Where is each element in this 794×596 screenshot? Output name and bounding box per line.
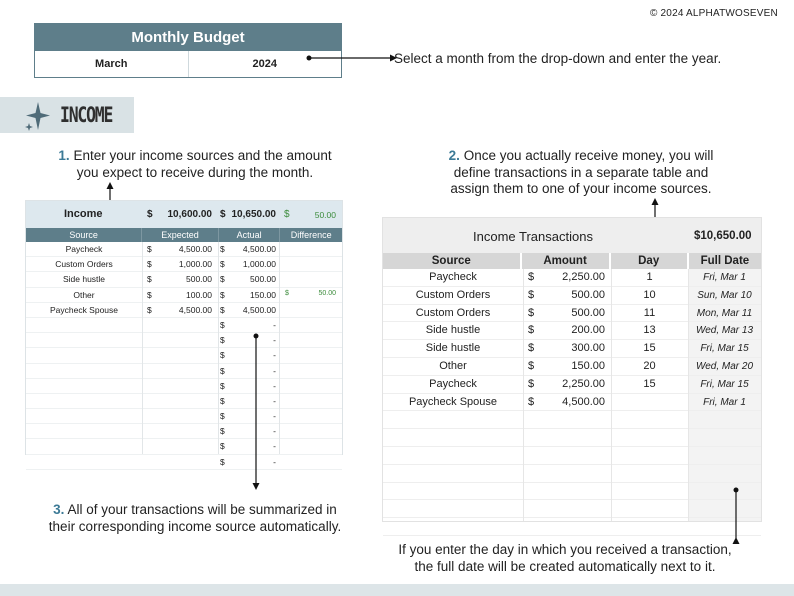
currency-symbol: $ bbox=[285, 289, 289, 297]
currency-symbol: $ bbox=[147, 244, 152, 254]
income-expected[interactable]: 500.00 bbox=[186, 274, 212, 285]
transaction-amount[interactable]: 500.00 bbox=[571, 306, 605, 319]
transaction-day[interactable]: 1 bbox=[646, 271, 653, 283]
currency-symbol: $ bbox=[147, 274, 152, 285]
col-actual: Actual bbox=[219, 228, 281, 242]
income-expected[interactable]: 1,000.00 bbox=[178, 259, 212, 270]
step1-note bbox=[25, 148, 365, 181]
transaction-source[interactable]: Custom Orders bbox=[415, 288, 491, 301]
income-actual: - bbox=[273, 380, 276, 391]
transaction-row[interactable] bbox=[383, 287, 761, 305]
transaction-full-date: Sun, Mar 10 bbox=[697, 289, 752, 301]
transaction-row-empty[interactable] bbox=[383, 429, 761, 447]
transaction-day[interactable]: 15 bbox=[643, 377, 656, 390]
footer-line1: If you enter the day in which you received a transaction, bbox=[398, 542, 732, 557]
income-actual: - bbox=[273, 426, 276, 437]
transaction-source[interactable]: Other bbox=[439, 359, 467, 372]
transaction-full-date: Fri, Mar 15 bbox=[700, 343, 749, 355]
income-source[interactable]: Paycheck Spouse bbox=[49, 304, 119, 315]
income-row[interactable] bbox=[26, 394, 342, 409]
income-source[interactable]: Side hustle bbox=[62, 274, 106, 285]
income-row[interactable] bbox=[26, 333, 342, 348]
currency-symbol: $ bbox=[220, 456, 225, 467]
income-actual: 4,500.00 bbox=[242, 244, 276, 254]
total-expected: 10,600.00 bbox=[167, 209, 212, 220]
copyright-text: © 2024 ALPHATWOSEVEN bbox=[650, 8, 778, 19]
transaction-row-empty[interactable] bbox=[383, 447, 761, 465]
transaction-row[interactable] bbox=[383, 269, 761, 287]
income-row[interactable] bbox=[26, 257, 342, 272]
step2-line1: Once you actually receive money, you will bbox=[463, 148, 714, 163]
step2-line3: assign them to one of your income sources. bbox=[450, 181, 712, 196]
income-row[interactable] bbox=[26, 424, 342, 439]
income-column-headers bbox=[26, 228, 342, 242]
step2-line2: define transactions in a separate table and bbox=[453, 164, 709, 180]
col-difference: Difference bbox=[290, 230, 332, 240]
currency-symbol: $ bbox=[528, 271, 535, 283]
transactions-column-headers bbox=[383, 253, 761, 269]
currency-symbol: $ bbox=[528, 342, 535, 355]
transaction-source[interactable]: Paycheck Spouse bbox=[408, 395, 498, 408]
income-actual: - bbox=[273, 456, 276, 467]
transaction-row-empty[interactable] bbox=[383, 518, 761, 536]
total-difference: 50.00 bbox=[314, 210, 336, 220]
income-row[interactable] bbox=[26, 318, 342, 333]
currency-symbol: $ bbox=[528, 306, 535, 319]
transaction-source[interactable]: Side hustle bbox=[425, 324, 481, 337]
currency-symbol: $ bbox=[220, 365, 225, 376]
income-actual: - bbox=[273, 319, 276, 330]
transaction-day[interactable]: 10 bbox=[643, 288, 656, 301]
transaction-amount[interactable]: 500.00 bbox=[571, 288, 605, 301]
income-actual: - bbox=[273, 335, 276, 346]
transaction-day[interactable]: 15 bbox=[643, 342, 656, 355]
col-source: Source bbox=[383, 253, 522, 269]
income-label: Income bbox=[64, 208, 103, 220]
currency-symbol: $ bbox=[220, 426, 225, 437]
currency-symbol: $ bbox=[220, 350, 225, 361]
income-transactions-table bbox=[382, 217, 762, 522]
income-row[interactable] bbox=[26, 455, 342, 470]
currency-symbol: $ bbox=[147, 304, 152, 315]
step1-line1: Enter your income sources and the amount bbox=[73, 148, 332, 163]
currency-symbol: $ bbox=[220, 274, 225, 285]
transaction-full-date: Wed, Mar 13 bbox=[695, 325, 754, 337]
income-expected[interactable]: 4,500.00 bbox=[178, 244, 212, 254]
transaction-row[interactable] bbox=[383, 322, 761, 340]
transaction-row[interactable] bbox=[383, 394, 761, 412]
month-dropdown[interactable]: March bbox=[95, 58, 128, 70]
transaction-amount[interactable]: 2,250.00 bbox=[562, 377, 605, 390]
monthly-budget-title: Monthly Budget bbox=[35, 24, 341, 51]
arrow-up-icon bbox=[730, 486, 742, 544]
step1-line2: you expect to receive during the month. bbox=[76, 164, 314, 180]
footer-line2: the full date will be created automatically next to it. bbox=[414, 558, 716, 574]
transaction-day[interactable]: 11 bbox=[643, 306, 656, 319]
currency-symbol: $ bbox=[220, 289, 225, 300]
transaction-full-date: Wed, Mar 20 bbox=[695, 360, 754, 372]
bottom-band bbox=[0, 584, 794, 596]
step3-line2: their corresponding income source automatically. bbox=[48, 518, 342, 534]
income-actual: 150.00 bbox=[250, 289, 276, 300]
col-expected: Expected bbox=[142, 228, 219, 242]
transactions-total: $10,650.00 bbox=[694, 230, 752, 242]
income-row[interactable] bbox=[26, 379, 342, 394]
income-actual: - bbox=[273, 350, 276, 361]
transaction-row-empty[interactable] bbox=[383, 411, 761, 429]
step2-number: 2. bbox=[448, 148, 460, 163]
currency-symbol: $ bbox=[284, 209, 290, 220]
currency-symbol: $ bbox=[220, 259, 225, 270]
income-actual: - bbox=[273, 395, 276, 406]
col-full-date: Full Date bbox=[700, 255, 750, 267]
year-input[interactable]: 2024 bbox=[188, 51, 342, 77]
transaction-source[interactable]: Side hustle bbox=[425, 342, 481, 355]
col-day: Day bbox=[611, 253, 689, 269]
step2-note bbox=[402, 148, 760, 198]
step1-number: 1. bbox=[58, 148, 70, 163]
currency-symbol: $ bbox=[220, 395, 225, 406]
transaction-full-date: Mon, Mar 11 bbox=[696, 307, 753, 319]
col-amount: Amount bbox=[522, 253, 611, 269]
step3-note bbox=[20, 502, 370, 535]
currency-symbol: $ bbox=[528, 395, 535, 408]
income-row[interactable] bbox=[26, 409, 342, 424]
income-actual: 1,000.00 bbox=[242, 259, 276, 270]
footer-note bbox=[370, 542, 760, 575]
transaction-row[interactable] bbox=[383, 376, 761, 394]
income-actual: - bbox=[273, 441, 276, 452]
transaction-row[interactable] bbox=[383, 305, 761, 323]
transaction-row[interactable] bbox=[383, 340, 761, 358]
step3-line1: All of your transactions will be summarized in bbox=[67, 502, 337, 517]
currency-symbol: $ bbox=[147, 259, 152, 270]
transaction-row[interactable] bbox=[383, 358, 761, 376]
transaction-row-empty[interactable] bbox=[383, 483, 761, 501]
currency-symbol: $ bbox=[528, 359, 535, 372]
income-difference: 50.00 bbox=[318, 289, 336, 297]
transaction-amount[interactable]: 150.00 bbox=[571, 359, 605, 372]
income-expected[interactable]: 100.00 bbox=[186, 289, 212, 300]
sparkle-icon bbox=[24, 100, 52, 132]
transaction-source[interactable]: Custom Orders bbox=[415, 306, 491, 319]
transaction-full-date: Fri, Mar 1 bbox=[703, 272, 746, 283]
income-row[interactable] bbox=[26, 242, 342, 257]
currency-symbol: $ bbox=[220, 441, 225, 452]
income-row[interactable] bbox=[26, 348, 342, 363]
arrow-down-icon bbox=[250, 332, 262, 492]
currency-symbol: $ bbox=[220, 335, 225, 346]
step3-number: 3. bbox=[53, 502, 65, 517]
currency-symbol: $ bbox=[528, 377, 535, 390]
income-expected[interactable]: 4,500.00 bbox=[178, 304, 212, 315]
monthly-budget-card bbox=[34, 23, 342, 78]
transaction-source[interactable]: Paycheck bbox=[429, 377, 477, 390]
currency-symbol: $ bbox=[220, 304, 225, 315]
income-actual: 500.00 bbox=[250, 274, 276, 285]
income-row[interactable] bbox=[26, 288, 342, 303]
income-source[interactable]: Paycheck bbox=[65, 244, 103, 254]
transaction-amount[interactable]: 4,500.00 bbox=[562, 395, 605, 408]
transaction-full-date: Fri, Mar 15 bbox=[700, 378, 749, 390]
income-actual: 4,500.00 bbox=[242, 304, 276, 315]
transaction-row-empty[interactable] bbox=[383, 500, 761, 518]
currency-symbol: $ bbox=[220, 411, 225, 422]
currency-symbol: $ bbox=[220, 209, 226, 220]
income-actual: - bbox=[273, 365, 276, 376]
currency-symbol: $ bbox=[528, 288, 535, 301]
transaction-full-date: Fri, Mar 1 bbox=[703, 396, 746, 408]
income-row[interactable] bbox=[26, 303, 342, 318]
arrow-right-icon bbox=[305, 52, 400, 64]
transaction-source[interactable]: Paycheck bbox=[429, 271, 477, 283]
income-actual: - bbox=[273, 411, 276, 422]
currency-symbol: $ bbox=[220, 380, 225, 391]
currency-symbol: $ bbox=[528, 324, 535, 337]
income-row[interactable] bbox=[26, 364, 342, 379]
transaction-day[interactable]: 13 bbox=[643, 324, 656, 337]
transaction-day[interactable]: 20 bbox=[643, 359, 656, 372]
currency-symbol: $ bbox=[147, 289, 152, 300]
transaction-row-empty[interactable] bbox=[383, 465, 761, 483]
transaction-amount[interactable]: 2,250.00 bbox=[562, 271, 605, 283]
income-row[interactable] bbox=[26, 439, 342, 454]
currency-symbol: $ bbox=[220, 319, 225, 330]
income-source[interactable]: Custom Orders bbox=[55, 259, 113, 270]
col-source: Source bbox=[26, 228, 142, 242]
currency-symbol: $ bbox=[220, 244, 225, 254]
transactions-title: Income Transactions bbox=[473, 229, 593, 244]
transaction-amount[interactable]: 200.00 bbox=[571, 324, 605, 337]
currency-symbol: $ bbox=[147, 209, 153, 220]
income-row[interactable] bbox=[26, 272, 342, 287]
select-month-note: Select a month from the drop-down and enter the year. bbox=[394, 51, 722, 66]
transactions-header bbox=[383, 218, 761, 253]
total-actual: 10,650.00 bbox=[231, 209, 276, 220]
income-totals-row bbox=[26, 201, 342, 228]
income-source[interactable]: Other bbox=[73, 289, 95, 300]
income-section-title: INCOME bbox=[60, 103, 113, 127]
transaction-amount[interactable]: 300.00 bbox=[571, 342, 605, 355]
income-summary-table bbox=[25, 200, 343, 467]
